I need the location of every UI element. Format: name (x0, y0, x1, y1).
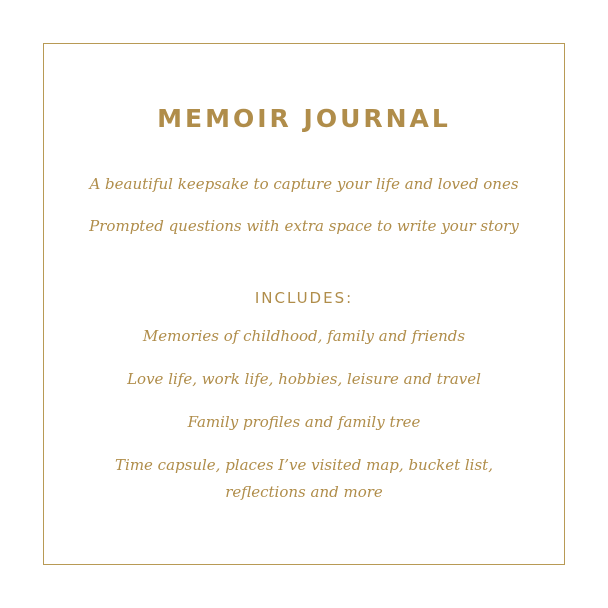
tagline-2: Prompted questions with extra space to write your story (89, 217, 519, 235)
includes-item-5: reflections and more (225, 483, 383, 501)
includes-heading: INCLUDES: (254, 289, 354, 307)
includes-item-3: Family profiles and family tree (187, 413, 421, 431)
includes-item-2: Love life, work life, hobbies, leisure and travel (127, 370, 481, 388)
page-title: MEMOIR JOURNAL (157, 104, 451, 133)
includes-item-4: Time capsule, places I’ve visited map, bucket list, (115, 456, 493, 474)
tagline-1: A beautiful keepsake to capture your life and loved ones (89, 175, 519, 193)
includes-item-1: Memories of childhood, family and friends (142, 327, 466, 345)
